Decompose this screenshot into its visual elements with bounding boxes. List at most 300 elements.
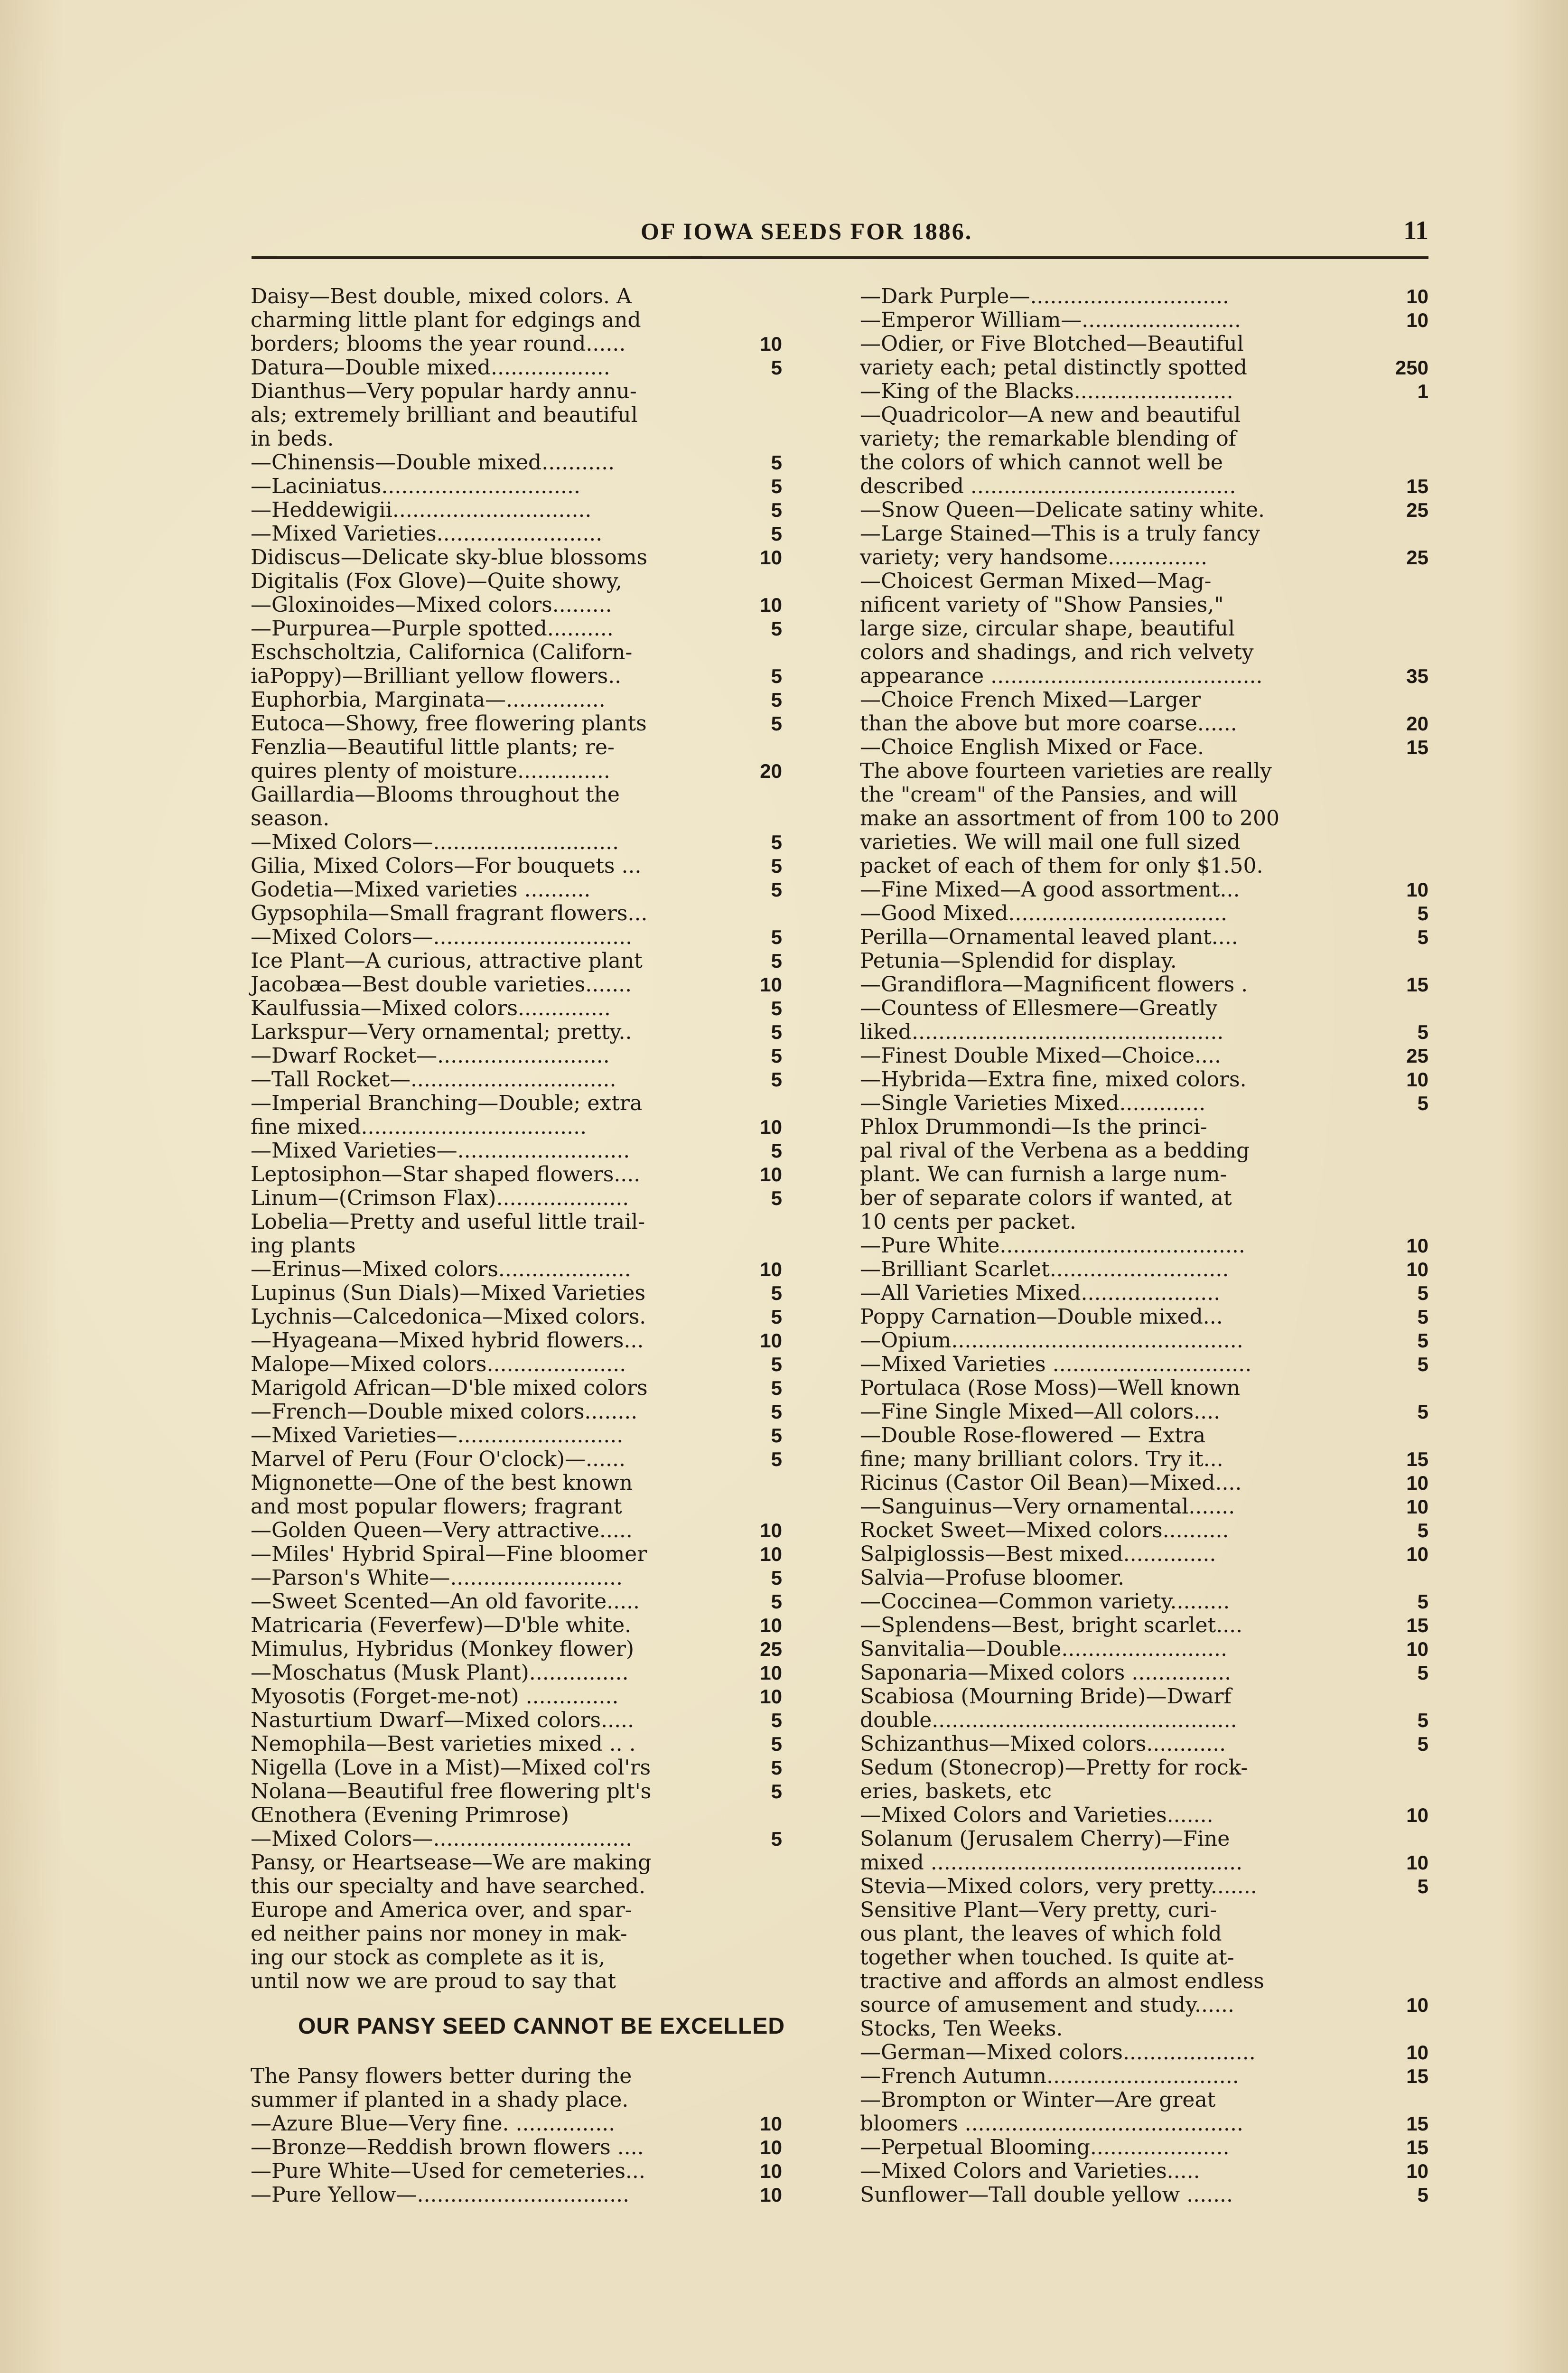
entry-price: 5 bbox=[771, 1306, 782, 1328]
entry-price: 5 bbox=[771, 831, 782, 853]
catalog-entry bbox=[251, 902, 782, 925]
catalog-entry bbox=[860, 1044, 1428, 1068]
entry-price: 250 bbox=[1395, 356, 1428, 379]
catalog-entry bbox=[860, 1281, 1428, 1305]
entry-price: 5 bbox=[771, 1068, 782, 1091]
entry-text: Perilla—Ornamental leaved plant.... bbox=[860, 925, 1238, 949]
entry-text: —Countess of Ellesmere—Greatly liked............................................... bbox=[860, 996, 1224, 1044]
entry-text: —Erinus—Mixed colors.................... bbox=[251, 1257, 631, 1281]
entry-price: 5 bbox=[771, 950, 782, 972]
catalog-entry bbox=[251, 641, 782, 688]
catalog-entry bbox=[860, 1661, 1428, 1685]
pansy-banner bbox=[251, 1993, 785, 2065]
catalog-entry bbox=[251, 973, 782, 997]
catalog-entry bbox=[860, 902, 1428, 925]
catalog-entry bbox=[251, 1685, 782, 1709]
entry-text: —Mixed Colors and Varieties....... bbox=[860, 1803, 1213, 1827]
catalog-entry bbox=[251, 570, 782, 593]
catalog-entry bbox=[251, 1519, 782, 1542]
catalog-entry bbox=[860, 973, 1428, 997]
entry-text: Didiscus—Delicate sky-blue blossoms bbox=[251, 545, 648, 570]
entry-text: —Fine Single Mixed—All colors.... bbox=[860, 1400, 1221, 1424]
entry-text: Marigold African—D'ble mixed colors bbox=[251, 1376, 648, 1400]
entry-text: —Grandiflora—Magnificent flowers . bbox=[860, 972, 1248, 997]
entry-text: Datura—Double mixed.................. bbox=[251, 355, 610, 380]
entry-price: 5 bbox=[771, 1780, 782, 1803]
catalog-entry bbox=[251, 1756, 782, 1780]
entry-text: Linum—(Crimson Flax).................... bbox=[251, 1186, 629, 1210]
entry-text: —Laciniatus.............................. bbox=[251, 474, 580, 498]
entry-text: Stocks, Ten Weeks. bbox=[860, 2017, 1063, 2041]
entry-price: 15 bbox=[1406, 1448, 1428, 1470]
entry-text: —Emperor William—........................ bbox=[860, 308, 1241, 332]
catalog-entry bbox=[251, 1471, 782, 1519]
entry-price: 15 bbox=[1406, 2136, 1428, 2158]
catalog-entry bbox=[860, 1353, 1428, 1376]
catalog-entry bbox=[860, 1590, 1428, 1614]
catalog-entry bbox=[860, 1092, 1428, 1115]
entry-price: 35 bbox=[1406, 665, 1428, 687]
entry-text: Larkspur—Very ornamental; pretty.. bbox=[251, 1020, 632, 1044]
catalog-entry bbox=[251, 688, 782, 712]
entry-text: Rocket Sweet—Mixed colors.......... bbox=[860, 1518, 1229, 1542]
entry-text: Nemophila—Best varieties mixed .. . bbox=[251, 1732, 636, 1756]
catalog-entry bbox=[251, 522, 782, 546]
entry-price: 5 bbox=[1417, 1306, 1428, 1328]
catalog-entry bbox=[860, 1827, 1428, 1875]
entry-price: 5 bbox=[771, 1045, 782, 1067]
entry-price: 10 bbox=[1406, 1994, 1428, 2016]
catalog-entry bbox=[860, 1495, 1428, 1519]
entry-text: Eutoca—Showy, free flowering plants bbox=[251, 711, 647, 736]
entry-text: —Brilliant Scarlet........................... bbox=[860, 1257, 1229, 1281]
entry-text: Sanvitalia—Double......................... bbox=[860, 1637, 1227, 1661]
entry-price: 5 bbox=[1417, 2184, 1428, 2206]
entry-text: Fenzlia—Beautiful little plants; re- quires plenty of moisture.............. bbox=[251, 735, 615, 783]
entry-price: 15 bbox=[1406, 2112, 1428, 2135]
entry-price: 10 bbox=[1406, 1804, 1428, 1826]
entry-price: 10 bbox=[1406, 1638, 1428, 1660]
entry-price: 5 bbox=[1417, 1353, 1428, 1375]
catalog-entry bbox=[251, 1780, 782, 1803]
right-column bbox=[860, 285, 1428, 2207]
catalog-entry bbox=[860, 688, 1428, 736]
entry-price: 25 bbox=[1406, 546, 1428, 569]
entry-price: 5 bbox=[771, 1377, 782, 1399]
catalog-entry bbox=[251, 593, 782, 617]
catalog-entry bbox=[251, 997, 782, 1020]
entry-text: Mimulus, Hybridus (Monkey flower) bbox=[251, 1637, 635, 1661]
catalog-entry bbox=[251, 1281, 782, 1305]
entry-price: 5 bbox=[771, 1733, 782, 1755]
entry-price: 5 bbox=[771, 665, 782, 687]
entry-text: Ricinus (Castor Oil Bean)—Mixed.... bbox=[860, 1471, 1242, 1495]
entry-price: 10 bbox=[760, 1163, 782, 1186]
entry-text: Pansy, or Heartsease—We are making this our specialty and have searched. Europe and America over, and spar- ed neither pains nor money in mak- ing our stock as complete as it is, until now we are proud to say that bbox=[251, 1850, 652, 1993]
catalog-entry bbox=[251, 1163, 782, 1186]
catalog-entry bbox=[860, 1115, 1428, 1234]
entry-price: 10 bbox=[760, 1116, 782, 1138]
entry-text: Salvia—Profuse bloomer. bbox=[860, 1566, 1125, 1590]
catalog-entry bbox=[860, 1305, 1428, 1329]
entry-text: —Mixed Varieties—......................... bbox=[251, 1423, 624, 1448]
entry-text: The above fourteen varieties are really the "cream" of the Pansies, and will make an assortment of from 100 to 200 varieties. We will mail one full sized packet of each of them for only $1.50. bbox=[860, 759, 1279, 878]
entry-text: —Mixed Varieties .............................. bbox=[860, 1352, 1252, 1376]
catalog-entry bbox=[860, 2041, 1428, 2065]
entry-text: —Bronze—Reddish brown flowers .... bbox=[251, 2135, 644, 2159]
entry-text: Digitalis (Fox Glove)—Quite showy, bbox=[251, 569, 622, 593]
entry-price: 10 bbox=[1406, 2160, 1428, 2182]
entry-price: 5 bbox=[771, 617, 782, 640]
entry-price: 5 bbox=[771, 523, 782, 545]
entry-text: Stevia—Mixed colors, very pretty....... bbox=[860, 1874, 1257, 1898]
entry-price: 10 bbox=[1406, 285, 1428, 308]
entry-price: 10 bbox=[760, 2160, 782, 2182]
entry-text: Dianthus—Very popular hardy annu- als; extremely brilliant and beautiful in beds. bbox=[251, 379, 638, 451]
entry-text: Nasturtium Dwarf—Mixed colors..... bbox=[251, 1708, 635, 1732]
entry-price: 5 bbox=[1417, 926, 1428, 948]
entry-text: —Moschatus (Musk Plant)............... bbox=[251, 1661, 629, 1685]
catalog-entry bbox=[860, 1875, 1428, 1898]
entry-text: —Choicest German Mixed—Mag- nificent variety of "Show Pansies," large size, circular shape, beautiful colors and shadings, and rich velvety appearance ......................................... bbox=[860, 569, 1263, 688]
entry-text: Kaulfussia—Mixed colors.............. bbox=[251, 996, 611, 1020]
entry-text: —Chinensis—Double mixed........... bbox=[251, 450, 615, 475]
catalog-entry bbox=[860, 1756, 1428, 1803]
catalog-entry bbox=[251, 380, 782, 451]
entry-text: Lobelia—Pretty and useful little trail- ing plants bbox=[251, 1210, 645, 1258]
entry-text: Daisy—Best double, mixed colors. A charming little plant for edgings and borders; blooms the year round...... bbox=[251, 284, 641, 356]
entry-price: 5 bbox=[1417, 902, 1428, 925]
entry-text: —Mixed Colors—............................ bbox=[251, 830, 619, 854]
entry-price: 10 bbox=[1406, 1495, 1428, 1518]
entry-text: Sunflower—Tall double yellow ....... bbox=[860, 2183, 1233, 2207]
catalog-entry bbox=[860, 1803, 1428, 1827]
entry-price: 5 bbox=[1417, 1590, 1428, 1613]
catalog-entry bbox=[251, 1210, 782, 1258]
entry-text: —Snow Queen—Delicate satiny white. bbox=[860, 498, 1265, 522]
catalog-entry bbox=[251, 2136, 782, 2159]
entry-price: 5 bbox=[1417, 1733, 1428, 1755]
catalog-entry bbox=[860, 1519, 1428, 1542]
entry-text: —Double Rose-flowered — Extra fine; many brilliant colors. Try it... bbox=[860, 1423, 1223, 1471]
entry-price: 20 bbox=[1406, 712, 1428, 735]
entry-price: 5 bbox=[771, 712, 782, 735]
entry-text: —Single Varieties Mixed............. bbox=[860, 1091, 1206, 1115]
catalog-entry bbox=[251, 1827, 782, 1851]
entry-text: —Tall Rocket—............................... bbox=[251, 1067, 616, 1092]
entry-text: —Miles' Hybrid Spiral—Fine bloomer bbox=[251, 1542, 647, 1566]
entry-price: 10 bbox=[760, 333, 782, 355]
catalog-entry bbox=[251, 546, 782, 570]
catalog-entry bbox=[251, 285, 782, 356]
entry-text: The Pansy flowers better during the summer if planted in a shady place. bbox=[251, 2064, 632, 2112]
entry-price: 5 bbox=[771, 1828, 782, 1850]
entry-text: Portulaca (Rose Moss)—Well known bbox=[860, 1376, 1241, 1400]
page-number: 11 bbox=[1403, 216, 1428, 245]
catalog-entry bbox=[860, 1685, 1428, 1732]
entry-text: —Opium............................................ bbox=[860, 1328, 1243, 1353]
entry-text: —French—Double mixed colors........ bbox=[251, 1400, 638, 1424]
entry-price: 5 bbox=[771, 475, 782, 497]
catalog-entry bbox=[251, 1329, 782, 1353]
entry-text: —Hybrida—Extra fine, mixed colors. bbox=[860, 1067, 1247, 1092]
entry-price: 5 bbox=[771, 1140, 782, 1162]
catalog-entry bbox=[251, 2112, 782, 2136]
entry-text: —Sanguinus—Very ornamental....... bbox=[860, 1495, 1235, 1519]
entry-text: Saponaria—Mixed colors ............... bbox=[860, 1661, 1232, 1685]
entry-price: 10 bbox=[760, 1543, 782, 1565]
entry-price: 25 bbox=[1406, 499, 1428, 521]
entry-price: 10 bbox=[1406, 1543, 1428, 1565]
entry-text: —Good Mixed................................. bbox=[860, 901, 1227, 925]
entry-price: 5 bbox=[771, 1282, 782, 1304]
catalog-entry bbox=[251, 1305, 782, 1329]
catalog-entry bbox=[860, 1614, 1428, 1637]
entry-price: 10 bbox=[760, 1519, 782, 1542]
header-rule bbox=[252, 256, 1428, 259]
entry-price: 5 bbox=[771, 1448, 782, 1470]
catalog-entry bbox=[251, 1709, 782, 1732]
entry-text: —Dark Purple—.............................. bbox=[860, 284, 1230, 308]
entry-text: Ice Plant—A curious, attractive plant bbox=[251, 949, 643, 973]
entry-text: Nigella (Love in a Mist)—Mixed col'rs bbox=[251, 1756, 651, 1780]
entry-price: 10 bbox=[1406, 1234, 1428, 1257]
catalog-entry bbox=[251, 878, 782, 902]
entry-text: —Choice French Mixed—Larger than the above but more coarse...... bbox=[860, 688, 1237, 736]
entry-text: —Odier, or Five Blotched—Beautiful variety each; petal distinctly spotted bbox=[860, 332, 1247, 380]
catalog-entry bbox=[860, 1471, 1428, 1495]
entry-text: Leptosiphon—Star shaped flowers.... bbox=[251, 1162, 641, 1186]
entry-text: Solanum (Jerusalem Cherry)—Fine mixed ............................................... bbox=[860, 1827, 1243, 1875]
catalog-entry bbox=[251, 2183, 782, 2207]
catalog-entry bbox=[251, 1353, 782, 1376]
entry-text: —Mixed Colors and Varieties..... bbox=[860, 2159, 1200, 2183]
entry-price: 10 bbox=[760, 1258, 782, 1280]
entry-text: —Pure Yellow—................................ bbox=[251, 2183, 630, 2207]
entry-price: 5 bbox=[1417, 1329, 1428, 1352]
entry-price: 5 bbox=[1417, 1519, 1428, 1542]
entry-text: —Finest Double Mixed—Choice.... bbox=[860, 1044, 1221, 1068]
catalog-entry bbox=[860, 1542, 1428, 1566]
entry-text: Mignonette—One of the best known and most popular flowers; fragrant bbox=[251, 1471, 633, 1519]
catalog-entry bbox=[860, 2183, 1428, 2207]
catalog-entry bbox=[251, 2159, 782, 2183]
entry-text: Lychnis—Calcedonica—Mixed colors. bbox=[251, 1305, 646, 1329]
entry-price: 10 bbox=[760, 1685, 782, 1708]
entry-price: 5 bbox=[771, 1401, 782, 1423]
entry-price: 10 bbox=[760, 2112, 782, 2135]
entry-text: —Sweet Scented—An old favorite..... bbox=[251, 1589, 640, 1614]
entry-text: —Brompton or Winter—Are great bloomers .......................................... bbox=[860, 2088, 1244, 2136]
entry-text: Poppy Carnation—Double mixed... bbox=[860, 1305, 1223, 1329]
entry-text: Sedum (Stonecrop)—Pretty for rock- eries, baskets, etc bbox=[860, 1756, 1248, 1803]
entry-price: 5 bbox=[771, 1021, 782, 1043]
catalog-entry bbox=[860, 997, 1428, 1044]
entry-text: Petunia—Splendid for display. bbox=[860, 949, 1177, 973]
entry-price: 5 bbox=[771, 499, 782, 521]
catalog-entry bbox=[860, 522, 1428, 570]
entry-price: 5 bbox=[1417, 1875, 1428, 1897]
catalog-entry bbox=[251, 1092, 782, 1139]
catalog-entry bbox=[251, 1186, 782, 1210]
entry-price: 1 bbox=[1417, 380, 1428, 402]
entry-text: —Purpurea—Purple spotted.......... bbox=[251, 617, 614, 641]
entry-text: Gypsophila—Small fragrant flowers... bbox=[251, 901, 648, 925]
catalog-entry bbox=[251, 831, 782, 854]
entry-text: —Parson's White—.......................... bbox=[251, 1566, 623, 1590]
entry-text: —Large Stained—This is a truly fancy variety; very handsome............... bbox=[860, 522, 1260, 570]
catalog-entry bbox=[860, 1234, 1428, 1258]
entry-text: Salpiglossis—Best mixed.............. bbox=[860, 1542, 1216, 1566]
entry-price: 15 bbox=[1406, 2065, 1428, 2087]
entry-text: —Coccinea—Common variety......... bbox=[860, 1589, 1230, 1614]
catalog-entry bbox=[251, 712, 782, 736]
entry-text: —Azure Blue—Very fine. ............... bbox=[251, 2111, 616, 2136]
entry-price: 20 bbox=[760, 760, 782, 782]
entry-text: —Fine Mixed—A good assortment... bbox=[860, 878, 1240, 902]
catalog-entry bbox=[860, 1258, 1428, 1281]
catalog-entry bbox=[251, 1448, 782, 1471]
entry-price: 10 bbox=[760, 2184, 782, 2206]
catalog-entry bbox=[251, 736, 782, 783]
entry-text: —Hyageana—Mixed hybrid flowers... bbox=[251, 1328, 644, 1353]
running-title: OF IOWA SEEDS FOR 1886. bbox=[641, 218, 973, 244]
entry-text: —Mixed Varieties—.......................... bbox=[251, 1139, 630, 1163]
entry-price: 5 bbox=[1417, 1401, 1428, 1423]
entry-text: Scabiosa (Mourning Bride)—Dwarf double.............................................. bbox=[860, 1684, 1237, 1732]
entry-price: 10 bbox=[760, 2136, 782, 2158]
entry-text: —Gloxinoides—Mixed colors......... bbox=[251, 593, 612, 617]
entry-price: 10 bbox=[1406, 878, 1428, 901]
entry-price: 10 bbox=[760, 973, 782, 996]
left-column bbox=[251, 284, 785, 2207]
entry-price: 5 bbox=[771, 1567, 782, 1589]
entry-text: Nolana—Beautiful free flowering plt's bbox=[251, 1779, 652, 1803]
entry-text: —Quadricolor—A new and beautiful variety; the remarkable blending of the colors of which cannot well be described ........................................ bbox=[860, 403, 1241, 498]
entry-text: —Mixed Colors—.............................. bbox=[251, 1827, 633, 1851]
entry-text: —Mixed Colors—.............................. bbox=[251, 925, 633, 949]
entry-text: Jacobæa—Best double varieties....... bbox=[251, 972, 632, 997]
catalog-entry bbox=[251, 925, 782, 949]
catalog-entry bbox=[251, 1566, 782, 1590]
entry-price: 5 bbox=[771, 451, 782, 474]
entry-text: Sensitive Plant—Very pretty, curi- ous plant, the leaves of which fold together when touched. Is quite at- tractive and affords an almost endless source of amusement and study...... bbox=[860, 1898, 1264, 2017]
entry-text: Œnothera (Evening Primrose) bbox=[251, 1803, 569, 1827]
entry-text: Myosotis (Forget-me-not) .............. bbox=[251, 1684, 619, 1709]
catalog-entry bbox=[860, 1376, 1428, 1400]
catalog-entry bbox=[251, 783, 782, 831]
entry-text: —Heddewigii.............................. bbox=[251, 498, 592, 522]
entry-price: 10 bbox=[1406, 2041, 1428, 2064]
catalog-entry bbox=[860, 1068, 1428, 1092]
entry-text: —King of the Blacks........................ bbox=[860, 379, 1233, 403]
entry-price: 10 bbox=[1406, 1068, 1428, 1091]
entry-price: 5 bbox=[771, 1590, 782, 1613]
catalog-entry bbox=[251, 1400, 782, 1424]
catalog-entry bbox=[860, 2088, 1428, 2136]
entry-text: —German—Mixed colors.................... bbox=[860, 2040, 1256, 2065]
entry-text: —Mixed Varieties......................... bbox=[251, 522, 603, 546]
catalog-entry bbox=[860, 736, 1428, 759]
catalog-entry bbox=[251, 498, 782, 522]
entry-price: 10 bbox=[760, 1662, 782, 1684]
catalog-entry bbox=[860, 949, 1428, 973]
catalog-entry bbox=[251, 1258, 782, 1281]
entry-price: 5 bbox=[771, 1187, 782, 1209]
catalog-entry bbox=[860, 925, 1428, 949]
entry-text: —Perpetual Blooming..................... bbox=[860, 2135, 1230, 2159]
catalog-entry bbox=[251, 1068, 782, 1092]
catalog-entry bbox=[860, 2017, 1428, 2041]
catalog-entry bbox=[251, 1732, 782, 1756]
entry-price: 15 bbox=[1406, 736, 1428, 758]
entry-price: 5 bbox=[771, 997, 782, 1019]
catalog-entry bbox=[251, 854, 782, 878]
catalog-entry bbox=[860, 498, 1428, 522]
banner-text: OUR PANSY SEED CANNOT BE EXCELLED bbox=[298, 2014, 785, 2039]
entry-price: 10 bbox=[760, 1614, 782, 1636]
entry-price: 10 bbox=[1406, 1472, 1428, 1494]
catalog-entry bbox=[860, 570, 1428, 688]
catalog-entry bbox=[251, 1139, 782, 1163]
catalog-entry bbox=[860, 1329, 1428, 1353]
catalog-entry bbox=[251, 617, 782, 641]
entry-text: Eschscholtzia, Californica (Californ- iaPoppy)—Brilliant yellow flowers.. bbox=[251, 640, 633, 688]
entry-price: 10 bbox=[1406, 1851, 1428, 1874]
entry-price: 10 bbox=[760, 546, 782, 569]
catalog-entry bbox=[860, 380, 1428, 403]
catalog-entry bbox=[251, 1803, 782, 1827]
catalog-entry bbox=[251, 1637, 782, 1661]
entry-price: 10 bbox=[1406, 1258, 1428, 1280]
catalog-entry bbox=[251, 1376, 782, 1400]
catalog-entry bbox=[860, 1424, 1428, 1471]
entry-text: Marvel of Peru (Four O'clock)—...... bbox=[251, 1447, 625, 1471]
entry-text: Matricaria (Feverfew)—D'ble white. bbox=[251, 1613, 632, 1637]
catalog-entry bbox=[251, 2065, 782, 2112]
catalog-entry bbox=[860, 308, 1428, 332]
catalog-entry bbox=[251, 1020, 782, 1044]
entry-text: Godetia—Mixed varieties .......... bbox=[251, 878, 591, 902]
entry-price: 15 bbox=[1406, 1614, 1428, 1636]
entry-price: 5 bbox=[1417, 1092, 1428, 1114]
entry-price: 5 bbox=[1417, 1709, 1428, 1731]
catalog-entry bbox=[251, 1542, 782, 1566]
catalog-entry bbox=[251, 356, 782, 380]
entry-price: 5 bbox=[771, 926, 782, 948]
entry-price: 5 bbox=[1417, 1021, 1428, 1043]
entry-text: —All Varieties Mixed..................... bbox=[860, 1281, 1221, 1305]
catalog-entry bbox=[860, 2136, 1428, 2159]
entry-text: Gilia, Mixed Colors—For bouquets ... bbox=[251, 854, 642, 878]
entry-price: 5 bbox=[771, 689, 782, 711]
catalog-entry bbox=[251, 1044, 782, 1068]
entry-text: —Imperial Branching—Double; extra fine mixed.................................. bbox=[251, 1091, 643, 1139]
catalog-entry bbox=[251, 1851, 782, 1993]
catalog-entry bbox=[860, 2065, 1428, 2088]
entry-price: 5 bbox=[771, 1756, 782, 1779]
entry-text: Lupinus (Sun Dials)—Mixed Varieties bbox=[251, 1281, 646, 1305]
entry-text: Phlox Drummondi—Is the princi- pal rival of the Verbena as a bedding plant. We can furnish a large num- ber of separate colors if wanted, at 10 cents per packet. bbox=[860, 1115, 1250, 1234]
page-header bbox=[252, 215, 1428, 252]
entry-price: 15 bbox=[1406, 973, 1428, 996]
entry-text: —Golden Queen—Very attractive..... bbox=[251, 1518, 633, 1542]
catalog-entry bbox=[860, 2159, 1428, 2183]
catalog-entry bbox=[251, 949, 782, 973]
entry-text: —French Autumn............................. bbox=[860, 2064, 1239, 2088]
catalog-entry bbox=[251, 1661, 782, 1685]
catalog-entry bbox=[860, 1898, 1428, 2017]
